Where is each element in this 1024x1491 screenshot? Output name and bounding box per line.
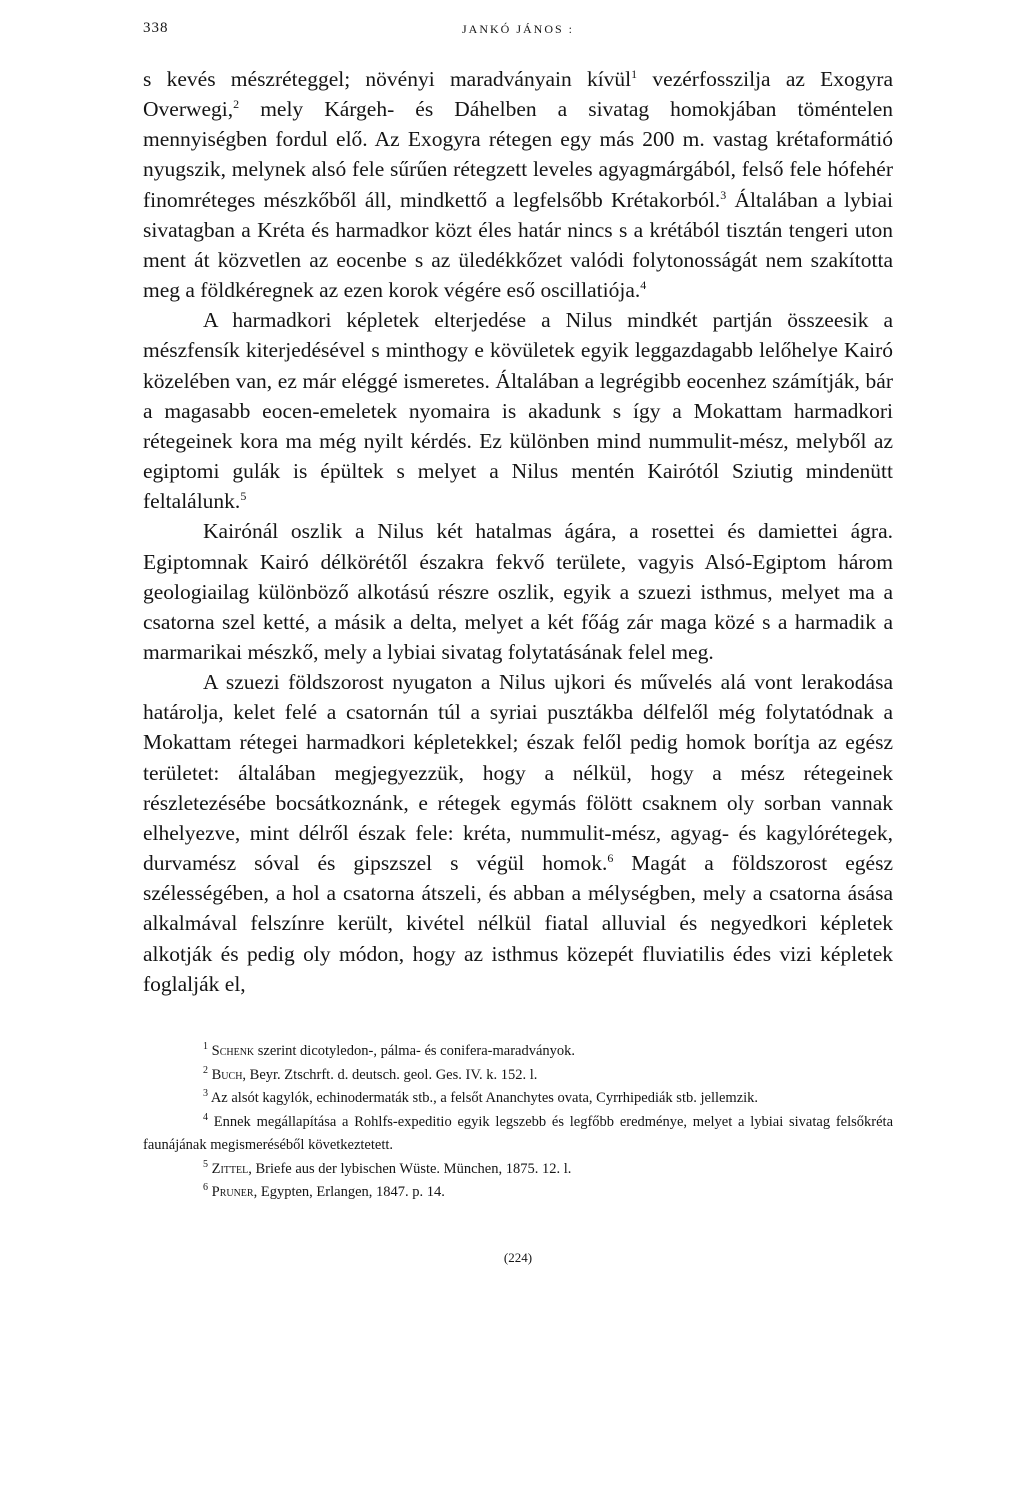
author-name: Schenk — [211, 1043, 255, 1059]
footnote-number: 4 — [203, 1111, 208, 1123]
text-run: vezérfosszilja az Exogyra Overwegi, — [143, 67, 893, 122]
running-title: JANKÓ JÁNOS : — [461, 22, 574, 36]
text-run: , Egypten, Erlangen, 1847. p. 14. — [253, 1184, 445, 1200]
text-run: A szuezi földszorost nyugaton a Nilus ujkori és művelés alá vont lerakodása határolja, kelet felé a csatornán túl a syriai pusztákba délfelől még folytatódnak a Mokattam rétegei harmadkori képletekkel; észak felől pedig homok borítja az egész területet: általában megjegyezzük, hogy a nélkül, hogy a mész rétegeinek részletezésébe bocsátkoznánk, e rétegek egymás fölött csaknem oly sorban vannak elhelyezve, mint délről észak fele: kréta, nummulit-mész, agyag- és kagylórétegek, durvamész sóval és gipszszel s végül homok. — [143, 670, 893, 876]
footnote — [143, 1087, 893, 1111]
footnote-ref: 5 — [240, 489, 247, 504]
footnote-ref: 6 — [607, 850, 614, 865]
footnote — [143, 1040, 893, 1064]
footnote-ref: 4 — [640, 277, 647, 292]
text-run: mely Kárgeh- és Dáhelben a sivatag homokjában töméntelen mennyiségben fordul elő. Az Exogyra rétegen egy más 200 m. vastag krétaformátió nyugszik, melynek alsó fele sűrűen rétegzett leveles agyagmárgából, felső fele hófehér finomréteges mészkőből áll, mindkettő a legfelsőbb Krétakorból. — [143, 97, 893, 212]
paragraph — [143, 64, 893, 305]
author-name: Pruner — [211, 1184, 254, 1200]
footnote-number: 5 — [203, 1158, 208, 1170]
footnote-number: 6 — [203, 1182, 208, 1194]
paragraph — [143, 667, 893, 999]
footnote-number: 1 — [203, 1041, 208, 1053]
running-head — [143, 20, 893, 40]
sheet-signature: (224) — [503, 1250, 533, 1265]
footnote-ref: 1 — [631, 66, 638, 81]
text-run: s kevés mészréteggel; növényi maradványain kívül — [143, 67, 632, 91]
footnote-number: 2 — [203, 1064, 208, 1076]
footnote-ref: 2 — [233, 97, 240, 111]
text-run: A harmadkori képletek elterjedése a Nilus mindkét partján összeesik a mészfensík kiterjedésével s minthogy e kövületek egyik leggazdagabb lelőhelye Kairó közelében van, ez már eléggé ismeretes. Általában a legrégibb eocenhez számítják, bár a magasabb eocen-emeletek nyomaira is akadunk s így a Mokattam harmadkori rétegeinek kora ma még nyilt kérdés. Ez különben mind nummulit-mész, melyből az egiptomi gulák is épültek s melyet a Nilus mentén Kairótól Sziutig mindenütt feltalálunk. — [143, 308, 893, 514]
text-run: Az alsót kagylók, echinodermaták stb., a felsőt Ananchytes ovata, Cyrrhipediák stb. jellemzik. — [210, 1090, 759, 1106]
text-run: , Beyr. Ztschrft. d. deutsch. geol. Ges. IV. k. 152. l. — [242, 1066, 538, 1083]
footnote — [143, 1158, 893, 1182]
footnote-number: 3 — [203, 1088, 208, 1100]
footnote — [143, 1181, 893, 1205]
footnote-ref: 3 — [720, 187, 727, 202]
body-text — [143, 64, 893, 999]
page-number: 338 — [143, 20, 169, 36]
paragraph — [143, 305, 893, 516]
text-run: szerint dicotyledon-, pálma- és conifera-maradványok. — [254, 1043, 576, 1059]
text-run: Általában a lybiai sivatagban a Kréta és harmadkor közt éles határ nincs s a krétából tisztán tengeri uton ment át közvetlen az eocenbe s az üledékkőzet valódi folytonosságát nem szakította meg a földkéregnek az ezen korok végére eső oscillatiója. — [143, 187, 893, 303]
text-run: , Briefe aus der lybischen Wüste. München, 1875. 12. l. — [248, 1160, 572, 1177]
footnote — [143, 1064, 893, 1088]
text-run: Kairónál oszlik a Nilus két hatalmas ágára, a rosettei és damiettei ágra. Egiptomnak Kairó délkörétől északra fekvő területe, vagyis Alsó-Egiptom három geologiailag különböző alkotású részre oszlik, egyik a szuezi isthmus, melyet ma a csatorna szel ketté, a másik a delta, melyet a két főág zár maga közé s a harmadik a marmarikai mészkő, mely a lybiai sivatag folytatásának felel meg. — [143, 519, 893, 664]
text-run: Ennek megállapítása a Rohlfs-expeditio egyik legszebb és legfőbb eredménye, melyet a lybiai sivatag felsőkréta faunájának megismeréséből következtetett. — [143, 1113, 894, 1153]
author-name: Buch — [211, 1066, 243, 1083]
paragraph — [143, 516, 893, 667]
footnote — [143, 1111, 893, 1158]
author-name: Zittel — [211, 1160, 249, 1177]
text-run: Magát a földszorost egész szélességében, a hol a csatorna átszeli, és abban a mélységben, mely a csatorna ásása alkalmával felszínre került, kivétel nélkül fiatal alluvial és negyedkori képletek alkotják és pedig oly módon, hogy az isthmus közepét fluviatilis édes vizi képletek foglalják el, — [143, 851, 893, 996]
footnotes — [143, 1040, 893, 1205]
